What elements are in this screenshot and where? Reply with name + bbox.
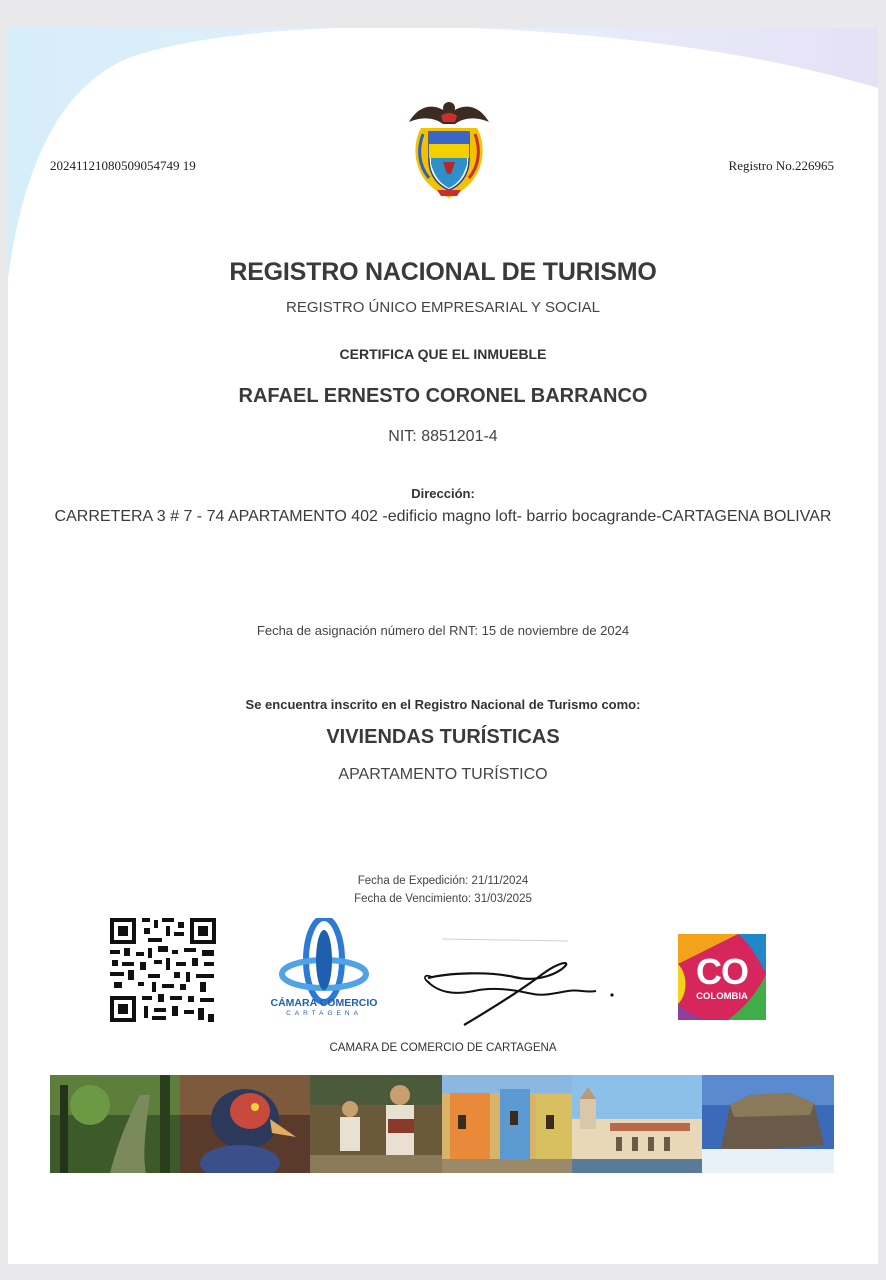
- condor-photo: [180, 1075, 310, 1173]
- subcategoria: APARTAMENTO TURÍSTICO: [338, 766, 548, 783]
- fecha-expedicion: Fecha de Expedición: 21/11/2024: [357, 875, 529, 887]
- document-subtitle: REGISTRO ÚNICO EMPRESARIAL Y SOCIAL: [286, 299, 600, 316]
- qr-code-icon: [108, 916, 218, 1024]
- document-title: REGISTRO NACIONAL DE TURISMO: [229, 258, 657, 286]
- certifica-heading: CERTIFICA QUE EL INMUEBLE: [339, 346, 547, 362]
- co-logo-country: COLOMBIA: [696, 991, 748, 1002]
- camara-logo-city: CARTAGENA: [286, 1010, 362, 1017]
- direccion-label: Dirección:: [411, 486, 475, 501]
- document-code: 20241121080509054749 19: [50, 158, 196, 173]
- co-logo-text: CO: [696, 951, 748, 992]
- fecha-vencimiento: Fecha de Vencimiento: 31/03/2025: [354, 893, 532, 905]
- inscrito-statement: Se encuentra inscrito en el Registro Nacional de Turismo como:: [245, 697, 641, 712]
- colonial-street-photo: [442, 1075, 572, 1173]
- camara-caption: CAMARA DE COMERCIO DE CARTAGENA: [329, 1042, 557, 1054]
- musicians-photo: [310, 1075, 442, 1173]
- cartagena-building-photo: [572, 1075, 702, 1173]
- categoria: VIVIENDAS TURÍSTICAS: [326, 726, 560, 748]
- owner-name: RAFAEL ERNESTO CORONEL BARRANCO: [238, 385, 648, 407]
- photo-strip: [50, 1075, 834, 1173]
- fecha-asignacion: Fecha de asignación número del RNT: 15 de noviembre de 2024: [256, 623, 630, 638]
- coat-of-arms-icon: [401, 94, 497, 200]
- certificate-page: [8, 28, 878, 1264]
- direccion-value: CARRETERA 3 # 7 - 74 APARTAMENTO 402 -edificio magno loft- barrio bocagrande-CARTAGENA BOLIVAR: [54, 508, 832, 525]
- signature-image: [418, 933, 618, 1033]
- forest-photo: [50, 1075, 180, 1173]
- tepui-mountain-photo: [702, 1075, 834, 1173]
- registro-number: Registro No.226965: [728, 158, 834, 173]
- nit-value: NIT: 8851201-4: [388, 428, 498, 445]
- camara-logo-name: CÁMARA COMERCIO: [270, 997, 378, 1009]
